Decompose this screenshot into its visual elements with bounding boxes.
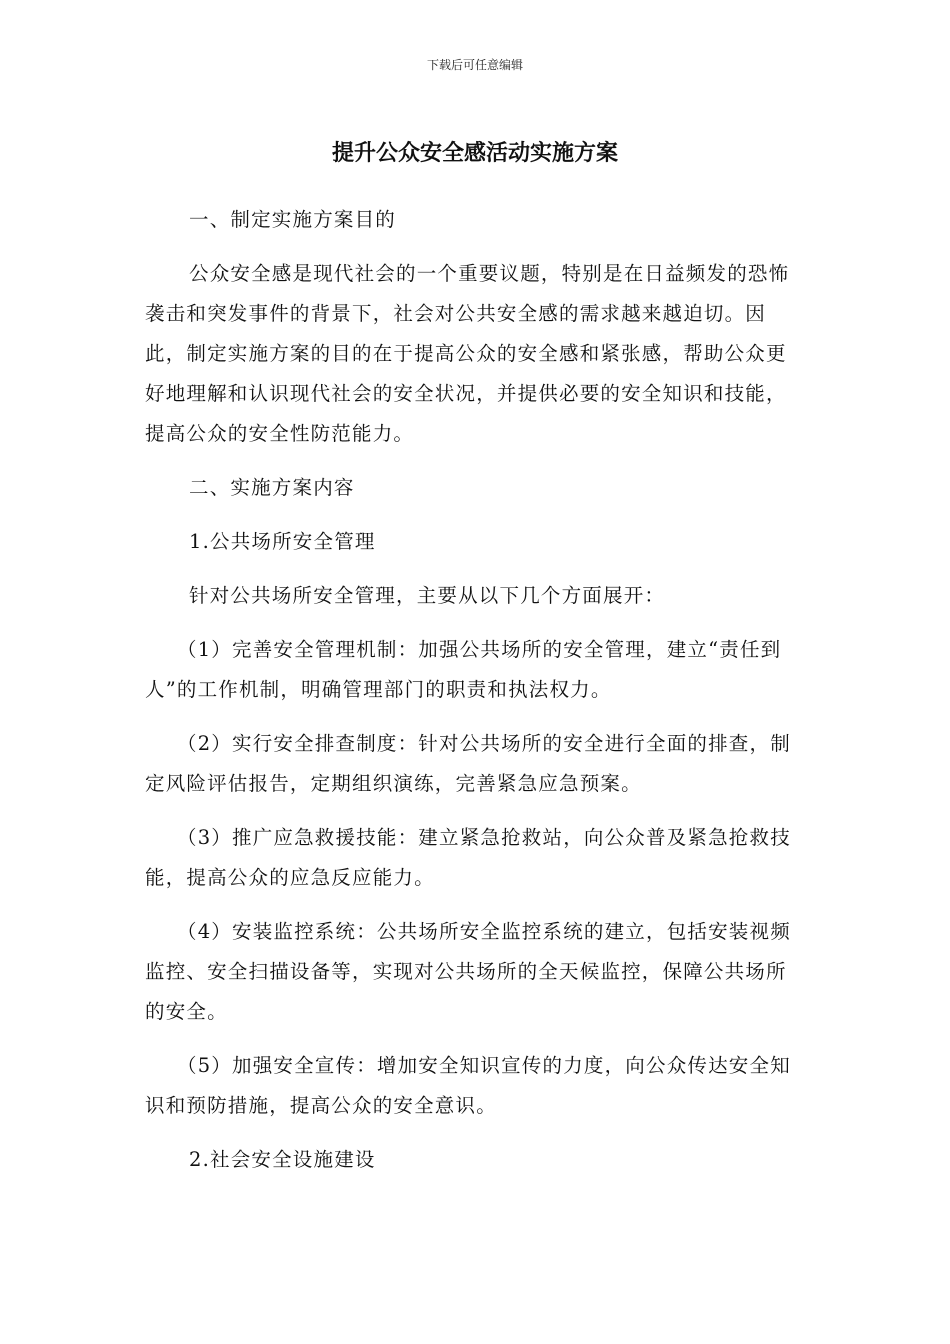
section-paragraph-1: 公众安全感是现代社会的一个重要议题，特别是在日益频发的恐怖袭击和突发事件的背景下，社会对公共安全感的需求越来越迫切。因此，制定实施方案的目的在于提高公众的安全感和紧张感，帮助公众更好地理解和认识现代社会的安全状况，并提供必要的安全知识和技能，提高公众的安全性防范能力。	[145, 262, 790, 445]
section-heading-1: 一、制定实施方案目的	[189, 208, 397, 231]
list-item: （1）完善安全管理机制：加强公共场所的安全管理，建立“责任到人”的工作机制，明确管理部门的职责和执法权力。	[145, 638, 782, 701]
subsection-intro-1: 针对公共场所安全管理，主要从以下几个方面展开：	[189, 584, 666, 607]
document-title: 提升公众安全感活动实施方案	[331, 141, 618, 166]
list-item: （5）加强安全宣传：增加安全知识宣传的力度，向公众传达安全知识和预防措施，提高公众的安全意识。	[145, 1054, 791, 1117]
document-body	[145, 200, 805, 1194]
subsection-heading-2: 2.社会安全设施建设	[189, 1148, 376, 1171]
subsection-heading-1: 1.公共场所安全管理	[189, 530, 376, 553]
section-heading-2: 二、实施方案内容	[189, 476, 355, 499]
list-item: （2）实行安全排查制度：针对公共场所的安全进行全面的排查，制定风险评估报告，定期组织演练，完善紧急应急预案。	[145, 732, 791, 795]
header-note: 下载后可任意编辑	[426, 58, 523, 72]
list-item: （3）推广应急救援技能：建立紧急抢救站，向公众普及紧急抢救技能，提高公众的应急反应能力。	[145, 826, 791, 889]
list-item: （4）安装监控系统：公共场所安全监控系统的建立，包括安装视频监控、安全扫描设备等，实现对公共场所的全天候监控，保障公共场所的安全。	[145, 920, 791, 1023]
